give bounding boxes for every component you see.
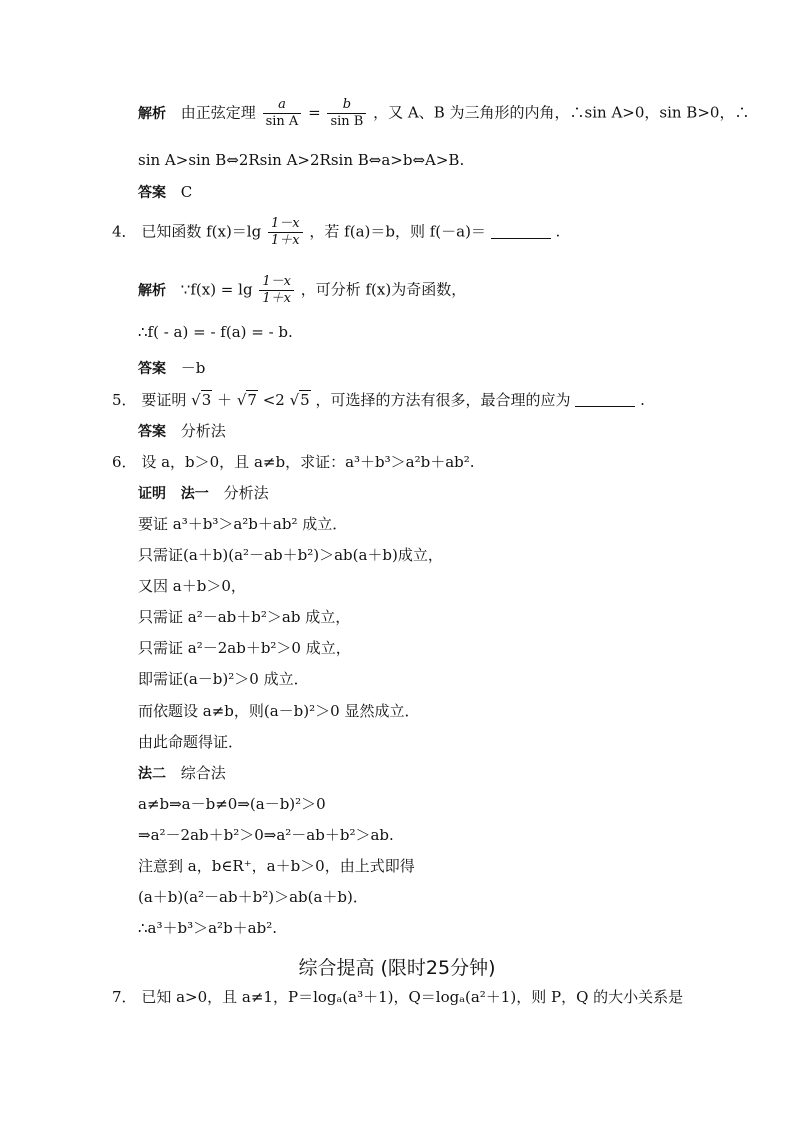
q6-m1-line: 只需证(a＋b)(a²－ab＋b²)＞ab(a＋b)成立，	[138, 546, 443, 564]
q4-solution-line1: 解析 ∵f(x) = lg $\frac{1-x}{1+x}$ ，可分析 f(x)为奇函数，	[138, 274, 467, 306]
q6-m1-line: 由此命题得证．	[138, 733, 244, 751]
answer-blank	[491, 224, 551, 239]
sqrt-3: √3	[191, 391, 212, 409]
q6-m2-line: ⇒a²－2ab＋b²＞0⇒a²－ab＋b²＞ab.	[138, 826, 394, 844]
q7-stem: 7． 已知 a>0，且 a≠1，P＝logₐ(a³＋1)，Q＝logₐ(a²＋1)，则 P，Q 的大小关系是	[112, 988, 684, 1006]
q6-m1-line: 而依题设 a≠b，则(a－b)²＞0 显然成立．	[138, 702, 420, 720]
q5-stem: 5． 要证明 √3 ＋ √7 <2 √5 ，可选择的方法有很多，最合理的应为 .	[112, 391, 645, 409]
jiexi-label: 解析	[138, 105, 166, 122]
fraction-b-over-sinB: $\frac{b}{\text{sin B}}$	[327, 97, 366, 130]
q6-m1-line: 要证 a³＋b³＞a²b＋ab² 成立．	[138, 515, 348, 533]
q4-answer: 答案 －b	[138, 359, 206, 377]
q6-method2-heading: 法二 综合法	[138, 764, 226, 782]
fraction-a-over-sinA: $\frac{a}{\text{sin A}}$	[263, 97, 302, 130]
q3-text-b: ，又 A、B 为三角形的内角，∴sin A>0，sin B>0，∴	[373, 103, 750, 122]
answer-blank	[575, 392, 635, 407]
sqrt-7: √7	[236, 391, 257, 409]
proof-label: 证明	[138, 486, 166, 502]
method1-label: 法一	[180, 486, 209, 502]
q6-m2-line: a≠b⇒a－b≠0⇒(a－b)²＞0	[138, 795, 326, 813]
q4-solution-line2: ∴f( - a) = - f(a) = - b.	[138, 323, 293, 341]
sqrt-5: √5	[289, 391, 310, 409]
q6-m1-line: 只需证 a²－ab＋b²＞ab 成立，	[138, 608, 351, 626]
answer-label: 答案	[138, 424, 166, 440]
q6-m2-line: ∴a³＋b³＞a²b＋ab².	[138, 919, 277, 937]
q3-solution-line2: sin A>sin B⇔2Rsin A>2Rsin B⇔a>b⇔A>B.	[138, 151, 465, 169]
fraction-1mx-over-1px: $\frac{1-x}{1+x}$	[268, 216, 303, 249]
q3-answer: 答案 C	[138, 183, 193, 201]
section-title: 综合提高 (限时25分钟)	[298, 957, 496, 979]
q3-solution-line1: 解析 由正弦定理 $\frac{a}{\text{sin A}}$ = $\frac{b}{\text{sin B}}$ ，又 A、B 为三角形的内角，∴sin A>0，sin B>0，∴	[138, 97, 750, 129]
answer-label: 答案	[138, 361, 166, 377]
q4-stem: 4． 已知函数 f(x)＝lg $\frac{1-x}{1+x}$ ，若 f(a)＝b，则 f(－a)＝ .	[112, 216, 561, 248]
fraction-1mx-over-1px: $\frac{1-x}{1+x}$	[259, 274, 294, 307]
q6-m2-line: (a＋b)(a²－ab＋b²)＞ab(a＋b)．	[138, 888, 368, 906]
q5-answer: 答案 分析法	[138, 422, 226, 440]
jiexi-label: 解析	[138, 282, 166, 299]
q3-text-a: 由正弦定理	[180, 103, 256, 122]
answer-label: 答案	[138, 185, 166, 201]
q6-proof-method1-heading: 证明 法一 分析法	[138, 484, 269, 502]
q6-m2-line: 注意到 a，b∈R⁺，a＋b＞0，由上式即得	[138, 857, 415, 875]
q6-stem: 6． 设 a，b＞0，且 a≠b，求证：a³＋b³＞a²b＋ab².	[112, 453, 475, 471]
q6-m1-line: 即需证(a－b)²＞0 成立．	[138, 670, 309, 688]
method2-label: 法二	[138, 766, 166, 782]
q6-m1-line: 只需证 a²－2ab＋b²＞0 成立，	[138, 639, 351, 657]
q6-m1-line: 又因 a＋b＞0，	[138, 577, 246, 595]
